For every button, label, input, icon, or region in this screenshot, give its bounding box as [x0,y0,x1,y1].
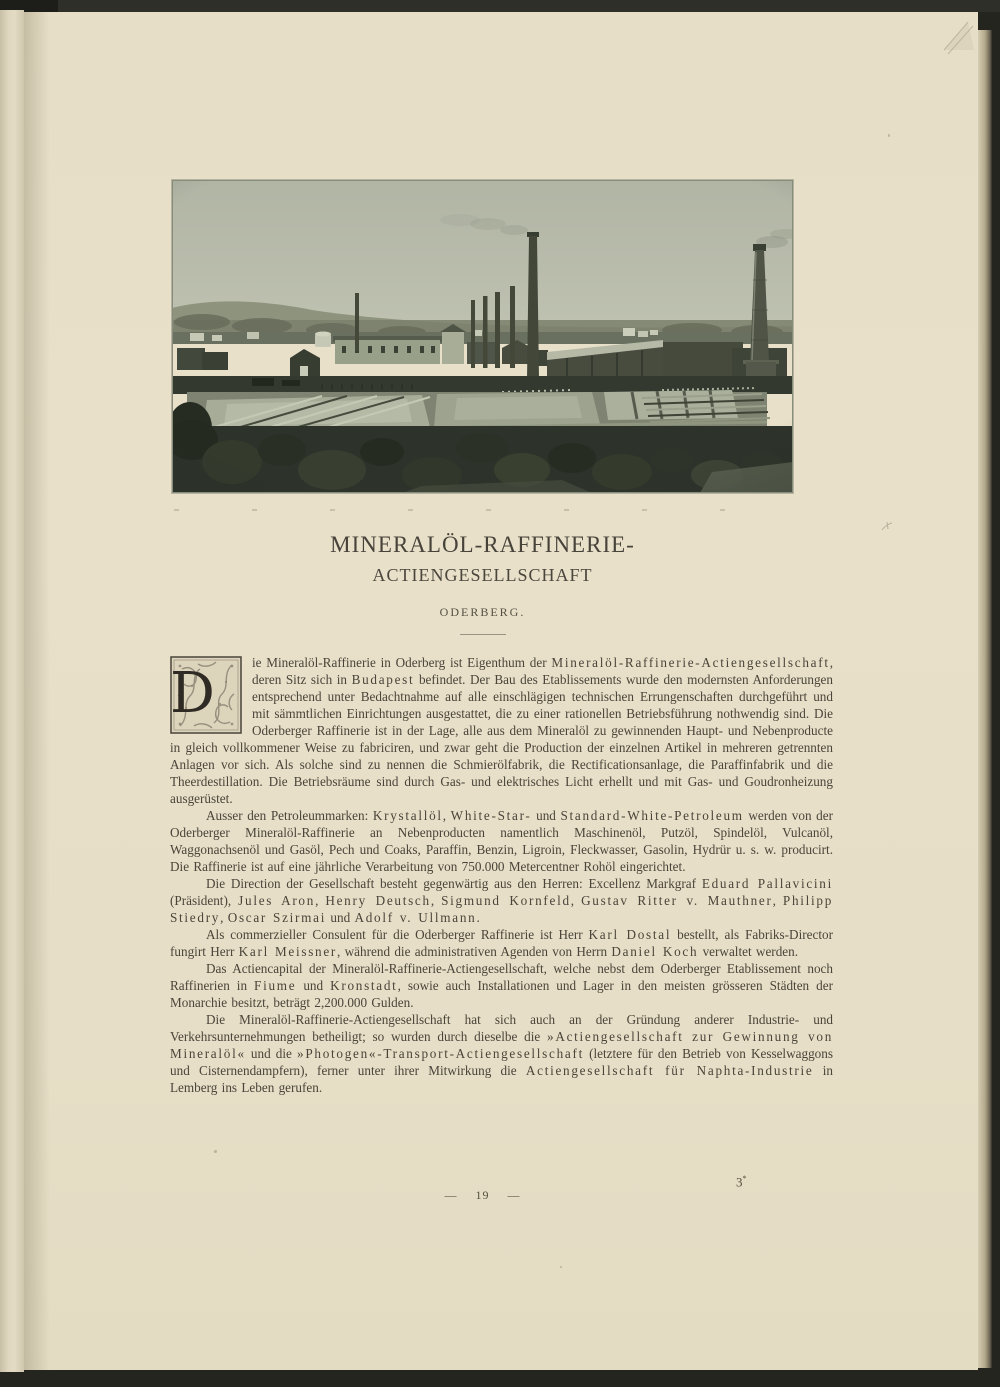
title-divider-rule [460,634,506,635]
letterspaced-name: Krystallöl [372,808,443,823]
article-paragraphs [170,654,833,1096]
text-run: und die [245,1046,298,1061]
letterspaced-name: Sigmund Kornfeld [441,893,571,908]
letterspaced-name: Mineralöl-Raffinerie-Actiengesellschaft [551,655,830,670]
article-header [172,530,793,635]
text-run: , [442,808,451,823]
text-run: , [220,910,228,925]
article-paragraph-6 [170,1011,833,1096]
text-run: und [326,910,355,925]
page-title-line2: ACTIENGESELLSCHAFT [372,565,593,585]
text-run: Das Actiencapital der Mineralöl-Raffinerie-Actiengesellschaft, welche nebst dem Oderberger Etablissement noch Raffinerien in [170,961,833,993]
text-run: , deren Sitz sich in [252,655,833,687]
text-run: , während die administrativen Agenden von Herrn [337,944,612,959]
refinery-photo-scene [172,180,793,493]
paper-speck [560,1266,562,1268]
letterspaced-name: Oscar Szirmai [227,910,327,925]
article-paragraph-4 [170,926,833,960]
text-run: , [772,893,783,908]
letterspaced-name: Henry Deutsch [325,893,431,908]
text-run: , [570,893,582,908]
page-corner-crease [940,18,980,58]
dropcap-letter-d: D [170,661,215,726]
text-run: und [296,978,331,993]
text-run: Als commerzieller Consulent für die Oderberger Raffinerie ist Herr [206,927,589,942]
text-run: werden von der Oderberger Mineralöl-Raffinerie an Nebenproducten namentlich Maschinenöl, Putzöl, Spindelöl, Vulcanöl, Waggonachsenöl und Gasöl, Pech und Coaks, Paraffin, Benzin, Ligroin, Fleckwasser, Gasolin, Hydrür u. s. w. producirt. Die Raffinerie ist auf eine jährliche Verarbeitung von 750.000 Metercentner Rohöl eingerichtet. [170,808,833,874]
text-run: und [531,808,561,823]
text-run: bestellt, als Fabriks-Director fungirt Herr [170,927,833,959]
letterspaced-name: Eduard Pallavicini [701,876,833,891]
signature-number: 3 [736,1174,743,1190]
signature-mark [736,1174,747,1190]
text-run: . [476,910,480,925]
letterspaced-name: »Actiengesellschaft zur Gewinnung von Mineralöl« [170,1029,833,1061]
letterspaced-name: White-Star- [450,808,532,823]
text-run: befindet. Der Bau des Etablissements wurde den modernsten Anforderungen entsprechend unter Bedachtnahme auf alle einschlägigen technischen Errungenschaften durchgeführt und mit sämmtlichen Einrichtungen ausgestattet, die zu einer rationellen Betriebsführung nothwendig sind. Die Oderberger Raffinerie ist in der Lage, alle aus dem Mineralöl zu gewinnenden Haupt- und Nebenproducte in gleich vollkommener Weise zu fabriciren, und zwar geht die Production der einzelnen Artikel in mehreren getrennten Anlagen vor sich. Als solche sind zu nennen die Schmierölfabrik, die Rectificationsanlage, die Paraffinfabrik und die Theerdestillation. Die Betriebsräume sind durch Gas- und elektrisches Licht erhellt und mit Gas- und Goudronheizung ausgerüstet. [170,672,833,806]
letterspaced-name: Jules Aron [238,893,316,908]
article-paragraph-2 [170,807,833,875]
book-page [24,12,978,1370]
letterspaced-name: Daniel Koch [611,944,699,959]
page-number: — 19 — [444,1188,521,1202]
letterspaced-name: Budapest [351,672,415,687]
text-run: , sowie auch Installationen und Lager in den meisten grösseren Städten der Monarchie besitzt, beträgt 2,200.000 Gulden. [170,978,833,1010]
signature-star: * [742,1174,747,1183]
letterspaced-name: Standard-White-Petroleum [560,808,744,823]
dropcap-initial [170,656,242,734]
letterspaced-name: »Photogen«-Transport-Actiengesellschaft [297,1046,584,1061]
binding-crease-shadow [24,12,50,1370]
letterspaced-name: Karl Dostal [588,927,672,942]
letterspaced-name: Philipp Stiedry [170,893,834,925]
text-run: Ausser den Petroleummarken: [206,808,373,823]
text-run: ie Mineralöl-Raffinerie in Oderberg ist Eigenthum der [252,655,552,670]
text-run: Die Direction der Gesellschaft besteht gegenwärtig aus den Herren: Excellenz Markgraf [206,876,702,891]
letterspaced-name: Gustav Ritter v. Mauthner [581,893,773,908]
page-title-line1: MINERALÖL-RAFFINERIE- [330,532,635,557]
text-run: , [430,893,442,908]
article-paragraph-1 [170,654,833,807]
photo-baseline-ticks [174,509,791,511]
text-run: (Präsident), [170,893,239,908]
text-run: in Lemberg ins Leben gerufen. [170,1063,833,1095]
letterspaced-name: Actiengesellschaft für Naphta-Industrie [525,1063,814,1078]
refinery-photograph [172,180,793,493]
book-block-edge [978,30,992,1368]
paper-speck [888,134,890,137]
page-subtitle: ODERBERG. [439,605,526,619]
scan-background-top [0,0,1000,12]
letterspaced-name: Fiume [254,978,297,993]
letterspaced-name: Kronstadt [330,978,398,993]
text-run: , [315,893,326,908]
text-run: verwaltet werden. [698,944,799,959]
photo-vignette [172,180,793,493]
paper-speck [214,1150,217,1153]
margin-pencil-mark [880,520,894,534]
left-page-curl-edge [0,10,24,1372]
text-run: (letztere für den Betrieb von Kesselwaggons und Cisternendampfern), ferner unter ihrer Mitwirkung die [170,1046,833,1078]
letterspaced-name: Adolf v. Ullmann [354,910,477,925]
article-paragraph-3 [170,875,833,926]
text-run: Die Mineralöl-Raffinerie-Actiengesellschaft hat sich auch an der Gründung anderer Industrie- und Verkehrsunternehmungen betheiligt; so wurden durch dieselbe die [170,1012,833,1044]
letterspaced-name: Karl Meissner [238,944,338,959]
article-body [170,654,833,1096]
article-paragraph-5 [170,960,833,1011]
